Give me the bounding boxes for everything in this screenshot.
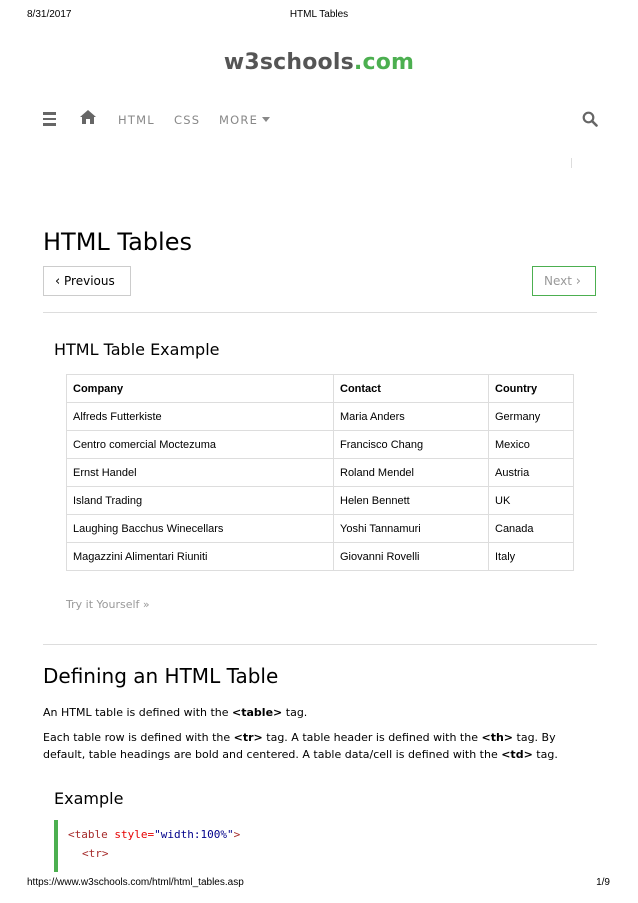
header-contact: Contact [334,375,489,403]
cell-company: Laughing Bacchus Winecellars [67,515,334,543]
divider [43,312,597,313]
code-example-block [54,820,594,872]
text-span: default, table headings are bold and centered. A table data/cell is defined with the [43,748,502,761]
cell-company: Island Trading [67,487,334,515]
previous-label: Previous [64,274,115,288]
code-attr: style= [107,828,155,841]
text-span: tag. [532,748,558,761]
site-logo[interactable] [0,50,638,75]
text-span: tag. By [513,731,556,744]
code-tag: <table [68,828,108,841]
cell-contact: Giovanni Rovelli [334,543,489,571]
text-span: An HTML table is defined with the [43,706,233,719]
text-span: tag. [282,706,308,719]
header-company: Company [67,375,334,403]
code-line [68,828,240,841]
table-header-row [67,375,574,403]
logo-text: w3schools [223,50,354,75]
nav-link-more-label: MORE [219,113,259,127]
code-tag: <tr> [82,847,109,860]
home-icon[interactable] [79,109,97,125]
code-tag: > [233,828,241,841]
top-navbar [43,108,598,134]
cell-contact: Helen Bennett [334,487,489,515]
nav-link-more[interactable] [219,113,270,127]
code-tag-tr: <tr> [233,731,263,744]
paragraph-table-definition [43,704,603,721]
cell-company: Magazzini Alimentari Riuniti [67,543,334,571]
table-row [67,487,574,515]
cell-company: Ernst Handel [67,459,334,487]
cell-company: Alfreds Futterkiste [67,403,334,431]
section-title: Defining an HTML Table [43,664,279,688]
cell-company: Centro comercial Moctezuma [67,431,334,459]
previous-button[interactable] [43,266,131,296]
cell-country: UK [489,487,574,515]
cell-contact: Maria Anders [334,403,489,431]
cell-contact: Roland Mendel [334,459,489,487]
page-number: 1/9 [596,877,610,888]
cell-contact: Francisco Chang [334,431,489,459]
text-span: tag. A table header is defined with the [262,731,482,744]
cell-contact: Yoshi Tannamuri [334,515,489,543]
code-line [82,847,109,860]
divider [43,644,597,645]
page-title: HTML Tables [43,228,192,256]
table-row [67,403,574,431]
table-row [67,515,574,543]
caret-down-icon [262,117,270,122]
code-value: "width:100%" [154,828,234,841]
search-icon[interactable] [582,111,598,127]
nav-link-html[interactable]: HTML [118,113,155,127]
hamburger-menu-icon[interactable] [43,112,56,125]
cell-country: Mexico [489,431,574,459]
code-tag-td: <td> [501,748,533,761]
print-title: HTML Tables [289,9,349,20]
code-example-title: Example [54,789,124,808]
example-title: HTML Table Example [54,340,220,359]
print-header [0,0,638,24]
try-it-yourself-link[interactable]: Try it Yourself » [66,598,150,611]
table-row [67,543,574,571]
table-row [67,459,574,487]
text-span: Each table row is defined with the [43,731,234,744]
next-label: Next [544,274,572,288]
chevron-right-icon: › [575,274,581,289]
print-date: 8/31/2017 [27,9,72,20]
chevron-left-icon: ‹ [55,274,61,289]
paragraph-row-definition [43,729,603,763]
nav-link-css[interactable]: CSS [174,113,201,127]
cell-country: Canada [489,515,574,543]
code-tag-th: <th> [481,731,514,744]
table-row [67,431,574,459]
logo-domain: .com [353,50,415,75]
cell-country: Austria [489,459,574,487]
cell-country: Germany [489,403,574,431]
code-tag-table: <table> [232,706,283,719]
cell-country: Italy [489,543,574,571]
example-table [66,374,574,571]
next-button[interactable] [532,266,596,296]
divider [571,158,572,168]
print-url: https://www.w3schools.com/html/html_tables.asp [27,877,244,888]
header-country: Country [489,375,574,403]
